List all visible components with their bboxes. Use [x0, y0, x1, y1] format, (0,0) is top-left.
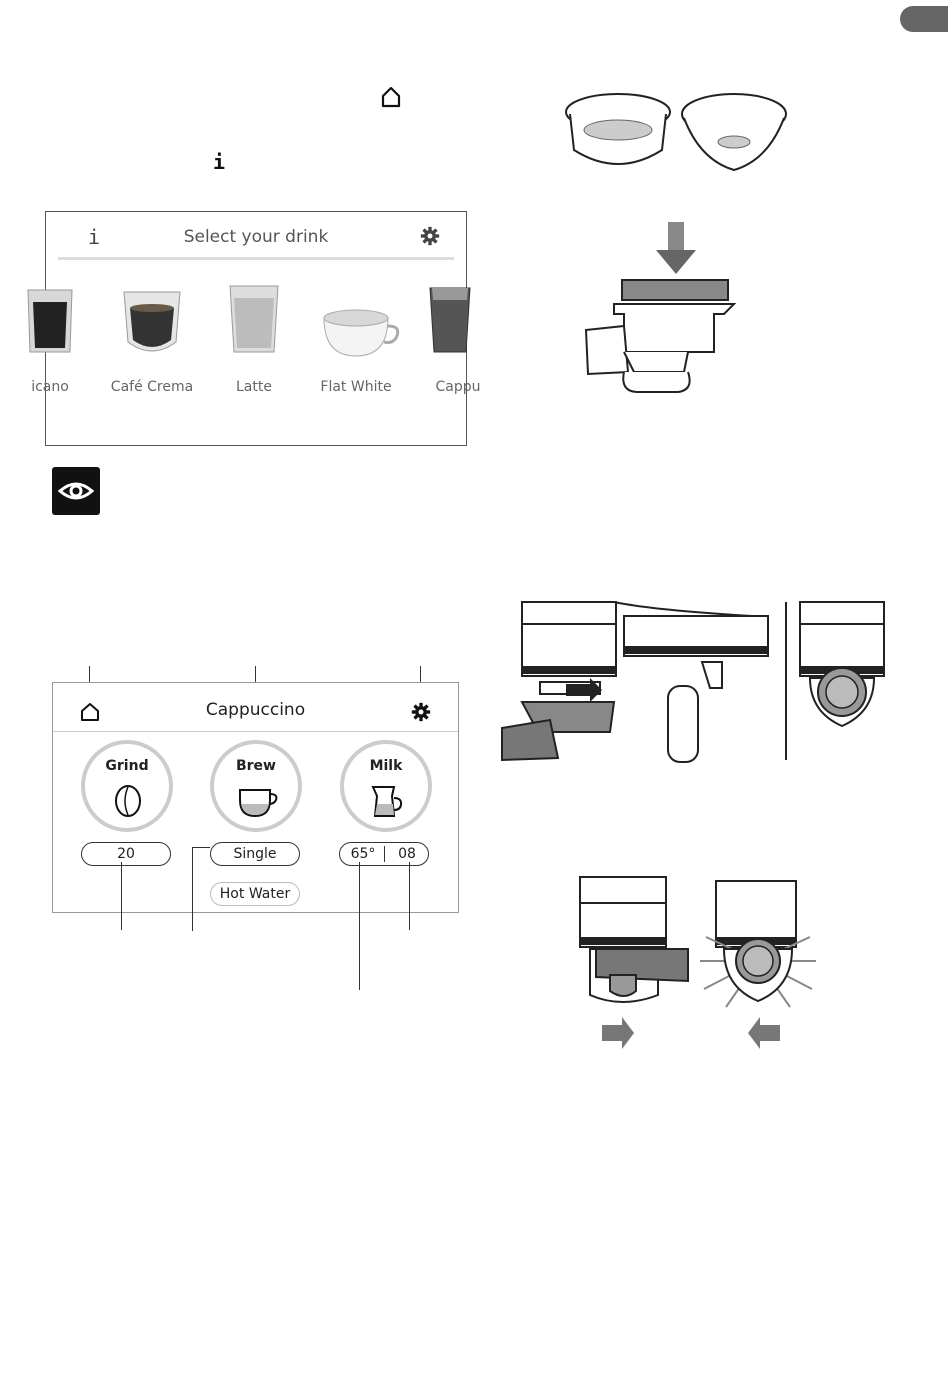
page-tab-marker: [900, 6, 948, 32]
gear-icon[interactable]: [411, 702, 431, 722]
milk-texture-value[interactable]: 08: [398, 846, 416, 862]
callout-line: [359, 862, 360, 990]
drink-item-americano[interactable]: [0, 282, 100, 395]
glass-icon: [0, 282, 100, 362]
coffee-bean-icon: [114, 784, 142, 818]
callout-line: [192, 847, 193, 931]
drink-item-latte[interactable]: [204, 282, 304, 395]
drink-item-cafe-crema[interactable]: [102, 282, 202, 395]
milk-label: Milk: [369, 758, 403, 774]
glass-icon: [102, 282, 202, 362]
info-icon[interactable]: i: [88, 225, 101, 249]
eye-icon: [52, 467, 100, 515]
brew-label: Brew: [235, 758, 276, 774]
info-icon: i: [213, 150, 226, 174]
select-drink-screen: [31, 211, 481, 446]
glass-icon: [408, 282, 508, 362]
screen-header: [53, 683, 458, 732]
screen-title: Select your drink: [183, 227, 329, 247]
group-head-insert-illustration: [502, 602, 890, 762]
drink-label: Café Crema: [110, 379, 194, 395]
cup-icon: [306, 282, 406, 362]
eye-button[interactable]: [52, 467, 100, 515]
divider: [384, 846, 385, 862]
portafilter-insert-illustration: [584, 222, 744, 402]
drink-label: Cappu: [435, 379, 481, 395]
callout-line: [121, 862, 122, 930]
glass-icon: [204, 282, 304, 362]
milk-temp-value[interactable]: 65°: [350, 846, 376, 862]
drink-item-cappuccino[interactable]: [408, 282, 508, 395]
cappuccino-screen: [52, 682, 459, 913]
milk-jug-icon: [370, 784, 404, 820]
grind-label: Grind: [105, 758, 149, 774]
drink-label: Flat White: [320, 379, 392, 395]
drink-label: icano: [31, 379, 69, 395]
brew-dial[interactable]: [210, 740, 302, 832]
drink-label: Latte: [236, 379, 272, 395]
callout-line: [192, 847, 210, 848]
portafilter-lock-illustration: [576, 877, 806, 1047]
cup-icon: [236, 786, 278, 818]
filter-baskets-illustration: [560, 90, 792, 174]
drink-item-flat-white[interactable]: [306, 282, 406, 395]
drink-carousel[interactable]: [31, 282, 481, 412]
milk-settings[interactable]: [339, 842, 429, 866]
callout-line: [409, 862, 410, 930]
screen-header: [58, 212, 454, 260]
grind-dial[interactable]: [81, 740, 173, 832]
milk-dial[interactable]: [340, 740, 432, 832]
brew-value[interactable]: Single: [210, 842, 300, 866]
home-icon: [380, 86, 402, 108]
grind-value[interactable]: 20: [81, 842, 171, 866]
hot-water-button[interactable]: Hot Water: [210, 882, 300, 906]
screen-title: Cappuccino: [205, 700, 306, 720]
gear-icon[interactable]: [420, 226, 440, 246]
